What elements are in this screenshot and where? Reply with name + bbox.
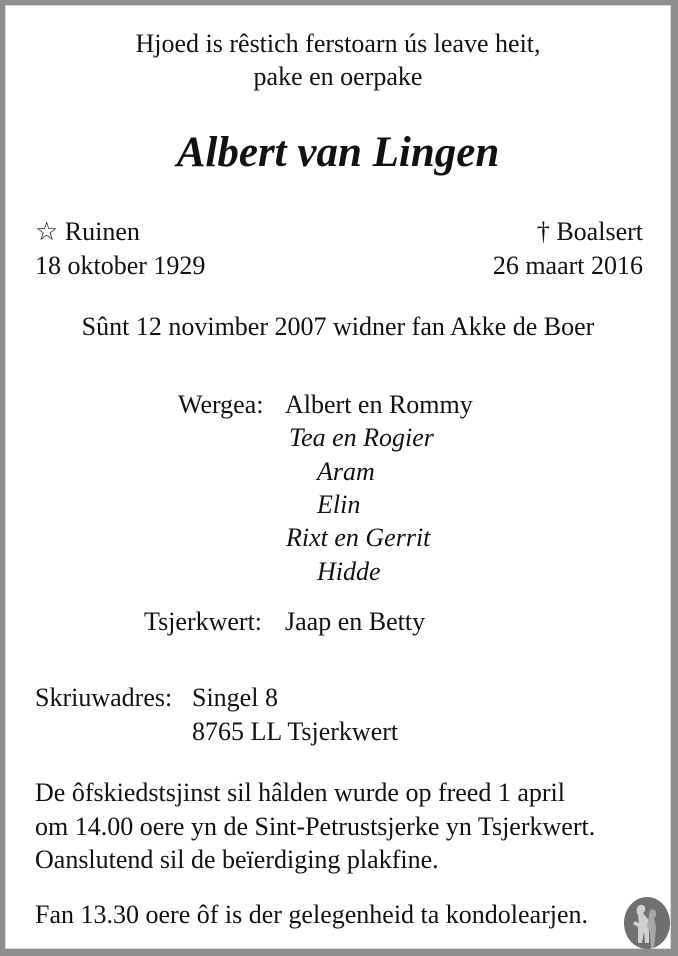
intro-line-1: Hjoed is rêstich ferstoarn ús leave heit, [135, 29, 541, 58]
widower-line: Sûnt 12 novimber 2007 widner fan Akke de Boer [81, 312, 595, 341]
deceased-name: Albert van Lingen [176, 129, 500, 176]
family-entry: Albert en Rommy [285, 390, 473, 419]
embracing-figures-logo-icon [620, 896, 670, 952]
death-place: † Boalsert [536, 217, 643, 246]
service-line-3: Oanslutend sil de beïerdiging plakfine. [35, 845, 439, 874]
family-entry: Elin [317, 490, 361, 519]
tsjerkwert-label: Tsjerkwert: [144, 607, 263, 636]
intro-line-2: pake en oerpake [253, 62, 423, 91]
condolence-line: Fan 13.30 oere ôf is der gelegenheid ta kondolearjen. [35, 900, 589, 929]
family-entry: Aram [317, 457, 375, 486]
service-line-2: om 14.00 oere yn de Sint-Petrustsjerke yn Tsjerkwert. [35, 812, 596, 841]
birth-date: 18 oktober 1929 [35, 251, 206, 280]
family-entry: Jaap en Betty [285, 607, 426, 636]
birth-place: ☆ Ruinen [35, 217, 140, 246]
death-date: 26 maart 2016 [492, 251, 643, 280]
wergea-label: Wergea: [178, 390, 264, 419]
address-line-1: Singel 8 [192, 683, 278, 712]
service-line-1: De ôfskiedstsjinst sil hâlden wurde op freed 1 april [35, 778, 565, 807]
family-entry: Rixt en Gerrit [286, 523, 431, 552]
address-line-2: 8765 LL Tsjerkwert [192, 717, 399, 746]
address-label: Skriuwadres: [35, 683, 173, 712]
obituary-card [5, 5, 671, 949]
family-entry: Tea en Rogier [289, 423, 434, 452]
family-entry: Hidde [317, 557, 381, 586]
